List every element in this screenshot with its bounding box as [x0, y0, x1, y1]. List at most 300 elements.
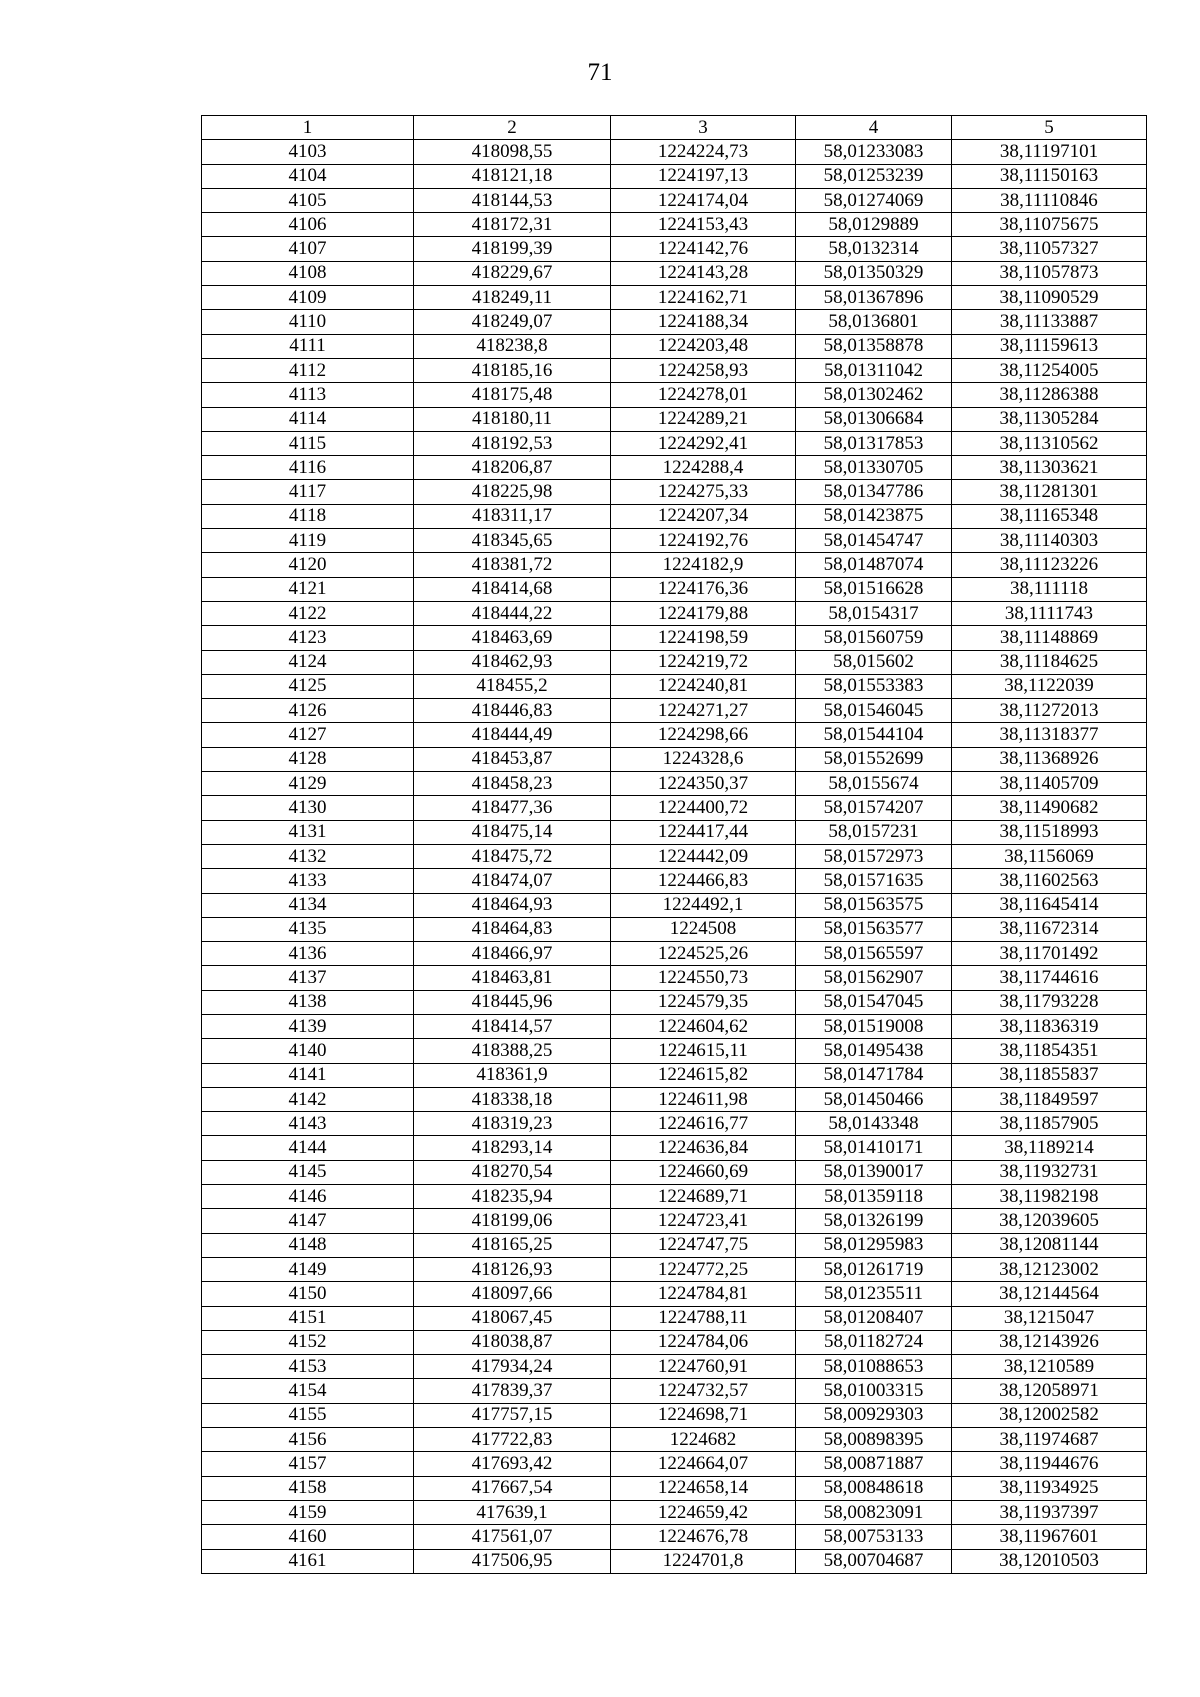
y-coordinate-cell: 1224659,42	[611, 1500, 796, 1524]
y-coordinate-cell: 1224219,72	[611, 650, 796, 674]
table-row	[202, 1233, 1147, 1257]
longitude-cell: 38,11849597	[952, 1087, 1147, 1111]
longitude-cell: 38,1189214	[952, 1136, 1147, 1160]
x-coordinate-cell: 417561,07	[414, 1525, 611, 1549]
latitude-cell: 58,01358878	[796, 334, 952, 358]
x-coordinate-cell: 418225,98	[414, 480, 611, 504]
table-row	[202, 893, 1147, 917]
x-coordinate-cell: 418180,11	[414, 407, 611, 431]
point-number-cell: 4120	[202, 553, 414, 577]
x-coordinate-cell: 418249,11	[414, 286, 611, 310]
point-number-cell: 4125	[202, 674, 414, 698]
longitude-cell: 38,12081144	[952, 1233, 1147, 1257]
x-coordinate-cell: 418121,18	[414, 164, 611, 188]
longitude-cell: 38,12058971	[952, 1379, 1147, 1403]
x-coordinate-cell: 417722,83	[414, 1428, 611, 1452]
latitude-cell: 58,01563575	[796, 893, 952, 917]
x-coordinate-cell: 418458,23	[414, 772, 611, 796]
latitude-cell: 58,01519008	[796, 1014, 952, 1038]
latitude-cell: 58,01088653	[796, 1355, 952, 1379]
x-coordinate-cell: 418338,18	[414, 1087, 611, 1111]
latitude-cell: 58,01311042	[796, 358, 952, 382]
longitude-cell: 38,1210589	[952, 1355, 1147, 1379]
point-number-cell: 4155	[202, 1403, 414, 1427]
latitude-cell: 58,01495438	[796, 1039, 952, 1063]
latitude-cell: 58,00848618	[796, 1476, 952, 1500]
point-number-cell: 4124	[202, 650, 414, 674]
latitude-cell: 58,00704687	[796, 1549, 952, 1573]
longitude-cell: 38,11305284	[952, 407, 1147, 431]
table-row	[202, 1549, 1147, 1573]
point-number-cell: 4157	[202, 1452, 414, 1476]
table-row	[202, 310, 1147, 334]
table-row	[202, 1452, 1147, 1476]
y-coordinate-cell: 1224611,98	[611, 1087, 796, 1111]
x-coordinate-cell: 418455,2	[414, 674, 611, 698]
point-number-cell: 4141	[202, 1063, 414, 1087]
y-coordinate-cell: 1224723,41	[611, 1209, 796, 1233]
point-number-cell: 4138	[202, 990, 414, 1014]
latitude-cell: 58,0154317	[796, 601, 952, 625]
point-number-cell: 4133	[202, 869, 414, 893]
table-row	[202, 820, 1147, 844]
longitude-cell: 38,1111743	[952, 601, 1147, 625]
page-number: 71	[587, 59, 613, 86]
x-coordinate-cell: 418361,9	[414, 1063, 611, 1087]
y-coordinate-cell: 1224636,84	[611, 1136, 796, 1160]
x-coordinate-cell: 417639,1	[414, 1500, 611, 1524]
y-coordinate-cell: 1224350,37	[611, 772, 796, 796]
latitude-cell: 58,01003315	[796, 1379, 952, 1403]
table-row	[202, 1063, 1147, 1087]
longitude-cell: 38,11974687	[952, 1428, 1147, 1452]
x-coordinate-cell: 418172,31	[414, 213, 611, 237]
x-coordinate-cell: 418229,67	[414, 261, 611, 285]
x-coordinate-cell: 418475,14	[414, 820, 611, 844]
x-coordinate-cell: 418475,72	[414, 844, 611, 868]
x-coordinate-cell: 418462,93	[414, 650, 611, 674]
y-coordinate-cell: 1224153,43	[611, 213, 796, 237]
latitude-cell: 58,01390017	[796, 1160, 952, 1184]
table-row	[202, 383, 1147, 407]
latitude-cell: 58,0155674	[796, 772, 952, 796]
latitude-cell: 58,00929303	[796, 1403, 952, 1427]
table-row	[202, 164, 1147, 188]
longitude-cell: 38,11836319	[952, 1014, 1147, 1038]
longitude-cell: 38,12144564	[952, 1282, 1147, 1306]
longitude-cell: 38,11165348	[952, 504, 1147, 528]
table-row	[202, 601, 1147, 625]
point-number-cell: 4119	[202, 529, 414, 553]
table-row	[202, 286, 1147, 310]
x-coordinate-cell: 418444,22	[414, 601, 611, 625]
y-coordinate-cell: 1224615,11	[611, 1039, 796, 1063]
latitude-cell: 58,01571635	[796, 869, 952, 893]
table-row	[202, 188, 1147, 212]
table-row	[202, 553, 1147, 577]
point-number-cell: 4114	[202, 407, 414, 431]
point-number-cell: 4123	[202, 626, 414, 650]
latitude-cell: 58,01450466	[796, 1087, 952, 1111]
column-header: 1	[202, 116, 414, 140]
latitude-cell: 58,01552699	[796, 747, 952, 771]
x-coordinate-cell: 417839,37	[414, 1379, 611, 1403]
x-coordinate-cell: 418238,8	[414, 334, 611, 358]
table-row	[202, 140, 1147, 164]
point-number-cell: 4146	[202, 1185, 414, 1209]
table-row	[202, 844, 1147, 868]
x-coordinate-cell: 418249,07	[414, 310, 611, 334]
y-coordinate-cell: 1224292,41	[611, 431, 796, 455]
y-coordinate-cell: 1224701,8	[611, 1549, 796, 1573]
longitude-cell: 38,12039605	[952, 1209, 1147, 1233]
point-number-cell: 4149	[202, 1257, 414, 1281]
table-row	[202, 650, 1147, 674]
point-number-cell: 4135	[202, 917, 414, 941]
point-number-cell: 4121	[202, 577, 414, 601]
longitude-cell: 38,11148869	[952, 626, 1147, 650]
y-coordinate-cell: 1224492,1	[611, 893, 796, 917]
y-coordinate-cell: 1224689,71	[611, 1185, 796, 1209]
table-row	[202, 1379, 1147, 1403]
point-number-cell: 4140	[202, 1039, 414, 1063]
table-row	[202, 504, 1147, 528]
latitude-cell: 58,01302462	[796, 383, 952, 407]
point-number-cell: 4109	[202, 286, 414, 310]
x-coordinate-cell: 418445,96	[414, 990, 611, 1014]
latitude-cell: 58,01487074	[796, 553, 952, 577]
longitude-cell: 38,11932731	[952, 1160, 1147, 1184]
y-coordinate-cell: 1224162,71	[611, 286, 796, 310]
latitude-cell: 58,01233083	[796, 140, 952, 164]
latitude-cell: 58,01306684	[796, 407, 952, 431]
table-row	[202, 480, 1147, 504]
latitude-cell: 58,01359118	[796, 1185, 952, 1209]
table-row	[202, 1087, 1147, 1111]
x-coordinate-cell: 418293,14	[414, 1136, 611, 1160]
table-row	[202, 723, 1147, 747]
latitude-cell: 58,01454747	[796, 529, 952, 553]
point-number-cell: 4122	[202, 601, 414, 625]
table-row	[202, 796, 1147, 820]
point-number-cell: 4161	[202, 1549, 414, 1573]
latitude-cell: 58,01563577	[796, 917, 952, 941]
longitude-cell: 38,11672314	[952, 917, 1147, 941]
x-coordinate-cell: 418463,69	[414, 626, 611, 650]
longitude-cell: 38,11281301	[952, 480, 1147, 504]
longitude-cell: 38,11133887	[952, 310, 1147, 334]
x-coordinate-cell: 417667,54	[414, 1476, 611, 1500]
x-coordinate-cell: 418038,87	[414, 1330, 611, 1354]
y-coordinate-cell: 1224682	[611, 1428, 796, 1452]
latitude-cell: 58,01182724	[796, 1330, 952, 1354]
y-coordinate-cell: 1224698,71	[611, 1403, 796, 1427]
y-coordinate-cell: 1224289,21	[611, 407, 796, 431]
y-coordinate-cell: 1224658,14	[611, 1476, 796, 1500]
table-row	[202, 699, 1147, 723]
latitude-cell: 58,01471784	[796, 1063, 952, 1087]
y-coordinate-cell: 1224604,62	[611, 1014, 796, 1038]
point-number-cell: 4126	[202, 699, 414, 723]
table-row	[202, 577, 1147, 601]
latitude-cell: 58,01208407	[796, 1306, 952, 1330]
latitude-cell: 58,01544104	[796, 723, 952, 747]
longitude-cell: 38,11967601	[952, 1525, 1147, 1549]
x-coordinate-cell: 418319,23	[414, 1112, 611, 1136]
point-number-cell: 4129	[202, 772, 414, 796]
table-row	[202, 1306, 1147, 1330]
point-number-cell: 4127	[202, 723, 414, 747]
y-coordinate-cell: 1224579,35	[611, 990, 796, 1014]
longitude-cell: 38,11944676	[952, 1452, 1147, 1476]
y-coordinate-cell: 1224182,9	[611, 553, 796, 577]
longitude-cell: 38,11075675	[952, 213, 1147, 237]
point-number-cell: 4142	[202, 1087, 414, 1111]
table-row	[202, 1282, 1147, 1306]
longitude-cell: 38,12010503	[952, 1549, 1147, 1573]
point-number-cell: 4103	[202, 140, 414, 164]
y-coordinate-cell: 1224615,82	[611, 1063, 796, 1087]
point-number-cell: 4134	[202, 893, 414, 917]
point-number-cell: 4116	[202, 456, 414, 480]
table-row	[202, 334, 1147, 358]
latitude-cell: 58,01367896	[796, 286, 952, 310]
table-row	[202, 869, 1147, 893]
y-coordinate-cell: 1224466,83	[611, 869, 796, 893]
point-number-cell: 4106	[202, 213, 414, 237]
latitude-cell: 58,01423875	[796, 504, 952, 528]
table-row	[202, 1209, 1147, 1233]
point-number-cell: 4148	[202, 1233, 414, 1257]
table-row	[202, 1136, 1147, 1160]
longitude-cell: 38,11184625	[952, 650, 1147, 674]
longitude-cell: 38,12143926	[952, 1330, 1147, 1354]
x-coordinate-cell: 418311,17	[414, 504, 611, 528]
point-number-cell: 4143	[202, 1112, 414, 1136]
y-coordinate-cell: 1224278,01	[611, 383, 796, 407]
y-coordinate-cell: 1224442,09	[611, 844, 796, 868]
y-coordinate-cell: 1224174,04	[611, 188, 796, 212]
longitude-cell: 38,11286388	[952, 383, 1147, 407]
x-coordinate-cell: 417693,42	[414, 1452, 611, 1476]
x-coordinate-cell: 418453,87	[414, 747, 611, 771]
longitude-cell: 38,11701492	[952, 942, 1147, 966]
latitude-cell: 58,01350329	[796, 261, 952, 285]
x-coordinate-cell: 418414,68	[414, 577, 611, 601]
column-header: 4	[796, 116, 952, 140]
latitude-cell: 58,01410171	[796, 1136, 952, 1160]
table-row	[202, 772, 1147, 796]
x-coordinate-cell: 418206,87	[414, 456, 611, 480]
longitude-cell: 38,11303621	[952, 456, 1147, 480]
y-coordinate-cell: 1224525,26	[611, 942, 796, 966]
y-coordinate-cell: 1224298,66	[611, 723, 796, 747]
y-coordinate-cell: 1224760,91	[611, 1355, 796, 1379]
y-coordinate-cell: 1224400,72	[611, 796, 796, 820]
table-row	[202, 1160, 1147, 1184]
point-number-cell: 4158	[202, 1476, 414, 1500]
x-coordinate-cell: 418388,25	[414, 1039, 611, 1063]
longitude-cell: 38,11140303	[952, 529, 1147, 553]
table-row	[202, 213, 1147, 237]
longitude-cell: 38,11159613	[952, 334, 1147, 358]
x-coordinate-cell: 418144,53	[414, 188, 611, 212]
longitude-cell: 38,11744616	[952, 966, 1147, 990]
point-number-cell: 4153	[202, 1355, 414, 1379]
latitude-cell: 58,01546045	[796, 699, 952, 723]
column-header: 3	[611, 116, 796, 140]
y-coordinate-cell: 1224747,75	[611, 1233, 796, 1257]
table-row	[202, 1403, 1147, 1427]
y-coordinate-cell: 1224271,27	[611, 699, 796, 723]
table-row	[202, 431, 1147, 455]
longitude-cell: 38,11405709	[952, 772, 1147, 796]
latitude-cell: 58,0132314	[796, 237, 952, 261]
x-coordinate-cell: 418126,93	[414, 1257, 611, 1281]
latitude-cell: 58,01330705	[796, 456, 952, 480]
x-coordinate-cell: 417934,24	[414, 1355, 611, 1379]
longitude-cell: 38,11318377	[952, 723, 1147, 747]
longitude-cell: 38,11518993	[952, 820, 1147, 844]
longitude-cell: 38,11645414	[952, 893, 1147, 917]
longitude-cell: 38,11197101	[952, 140, 1147, 164]
point-number-cell: 4144	[202, 1136, 414, 1160]
y-coordinate-cell: 1224179,88	[611, 601, 796, 625]
point-number-cell: 4151	[202, 1306, 414, 1330]
table-row	[202, 966, 1147, 990]
table-row	[202, 674, 1147, 698]
y-coordinate-cell: 1224143,28	[611, 261, 796, 285]
table-row	[202, 1428, 1147, 1452]
point-number-cell: 4111	[202, 334, 414, 358]
point-number-cell: 4115	[202, 431, 414, 455]
table-row	[202, 1112, 1147, 1136]
latitude-cell: 58,01516628	[796, 577, 952, 601]
latitude-cell: 58,015602	[796, 650, 952, 674]
x-coordinate-cell: 418097,66	[414, 1282, 611, 1306]
y-coordinate-cell: 1224224,73	[611, 140, 796, 164]
y-coordinate-cell: 1224664,07	[611, 1452, 796, 1476]
point-number-cell: 4137	[202, 966, 414, 990]
x-coordinate-cell: 418165,25	[414, 1233, 611, 1257]
longitude-cell: 38,1156069	[952, 844, 1147, 868]
y-coordinate-cell: 1224188,34	[611, 310, 796, 334]
point-number-cell: 4110	[202, 310, 414, 334]
x-coordinate-cell: 418466,97	[414, 942, 611, 966]
point-number-cell: 4159	[202, 1500, 414, 1524]
point-number-cell: 4136	[202, 942, 414, 966]
point-number-cell: 4105	[202, 188, 414, 212]
column-header: 2	[414, 116, 611, 140]
latitude-cell: 58,01562907	[796, 966, 952, 990]
longitude-cell: 38,1215047	[952, 1306, 1147, 1330]
x-coordinate-cell: 418175,48	[414, 383, 611, 407]
x-coordinate-cell: 418199,39	[414, 237, 611, 261]
table-row	[202, 1257, 1147, 1281]
point-number-cell: 4145	[202, 1160, 414, 1184]
table-row	[202, 407, 1147, 431]
table-row	[202, 942, 1147, 966]
x-coordinate-cell: 418235,94	[414, 1185, 611, 1209]
y-coordinate-cell: 1224203,48	[611, 334, 796, 358]
longitude-cell: 38,11057873	[952, 261, 1147, 285]
y-coordinate-cell: 1224288,4	[611, 456, 796, 480]
y-coordinate-cell: 1224784,06	[611, 1330, 796, 1354]
x-coordinate-cell: 418098,55	[414, 140, 611, 164]
longitude-cell: 38,11937397	[952, 1500, 1147, 1524]
longitude-cell: 38,11090529	[952, 286, 1147, 310]
point-number-cell: 4104	[202, 164, 414, 188]
latitude-cell: 58,01347786	[796, 480, 952, 504]
latitude-cell: 58,01295983	[796, 1233, 952, 1257]
x-coordinate-cell: 418463,81	[414, 966, 611, 990]
x-coordinate-cell: 418474,07	[414, 869, 611, 893]
latitude-cell: 58,0136801	[796, 310, 952, 334]
x-coordinate-cell: 418345,65	[414, 529, 611, 553]
longitude-cell: 38,11310562	[952, 431, 1147, 455]
point-number-cell: 4108	[202, 261, 414, 285]
point-number-cell: 4160	[202, 1525, 414, 1549]
latitude-cell: 58,01235511	[796, 1282, 952, 1306]
y-coordinate-cell: 1224176,36	[611, 577, 796, 601]
x-coordinate-cell: 418464,83	[414, 917, 611, 941]
table-row	[202, 747, 1147, 771]
y-coordinate-cell: 1224784,81	[611, 1282, 796, 1306]
point-number-cell: 4107	[202, 237, 414, 261]
longitude-cell: 38,1122039	[952, 674, 1147, 698]
y-coordinate-cell: 1224788,11	[611, 1306, 796, 1330]
y-coordinate-cell: 1224275,33	[611, 480, 796, 504]
latitude-cell: 58,00753133	[796, 1525, 952, 1549]
point-number-cell: 4113	[202, 383, 414, 407]
y-coordinate-cell: 1224142,76	[611, 237, 796, 261]
longitude-cell: 38,11934925	[952, 1476, 1147, 1500]
y-coordinate-cell: 1224240,81	[611, 674, 796, 698]
point-number-cell: 4147	[202, 1209, 414, 1233]
point-number-cell: 4130	[202, 796, 414, 820]
table-row	[202, 1525, 1147, 1549]
longitude-cell: 38,111118	[952, 577, 1147, 601]
y-coordinate-cell: 1224192,76	[611, 529, 796, 553]
point-number-cell: 4150	[202, 1282, 414, 1306]
y-coordinate-cell: 1224550,73	[611, 966, 796, 990]
longitude-cell: 38,11150163	[952, 164, 1147, 188]
longitude-cell: 38,11857905	[952, 1112, 1147, 1136]
latitude-cell: 58,00871887	[796, 1452, 952, 1476]
table-body	[202, 140, 1147, 1574]
table-row	[202, 358, 1147, 382]
point-number-cell: 4139	[202, 1014, 414, 1038]
x-coordinate-cell: 418446,83	[414, 699, 611, 723]
point-number-cell: 4156	[202, 1428, 414, 1452]
longitude-cell: 38,11368926	[952, 747, 1147, 771]
x-coordinate-cell: 418464,93	[414, 893, 611, 917]
y-coordinate-cell: 1224258,93	[611, 358, 796, 382]
longitude-cell: 38,11110846	[952, 188, 1147, 212]
point-number-cell: 4152	[202, 1330, 414, 1354]
latitude-cell: 58,01326199	[796, 1209, 952, 1233]
table-row	[202, 456, 1147, 480]
point-number-cell: 4118	[202, 504, 414, 528]
y-coordinate-cell: 1224660,69	[611, 1160, 796, 1184]
y-coordinate-cell: 1224772,25	[611, 1257, 796, 1281]
latitude-cell: 58,01253239	[796, 164, 952, 188]
x-coordinate-cell: 418381,72	[414, 553, 611, 577]
latitude-cell: 58,01574207	[796, 796, 952, 820]
longitude-cell: 38,11272013	[952, 699, 1147, 723]
x-coordinate-cell: 418192,53	[414, 431, 611, 455]
x-coordinate-cell: 418477,36	[414, 796, 611, 820]
